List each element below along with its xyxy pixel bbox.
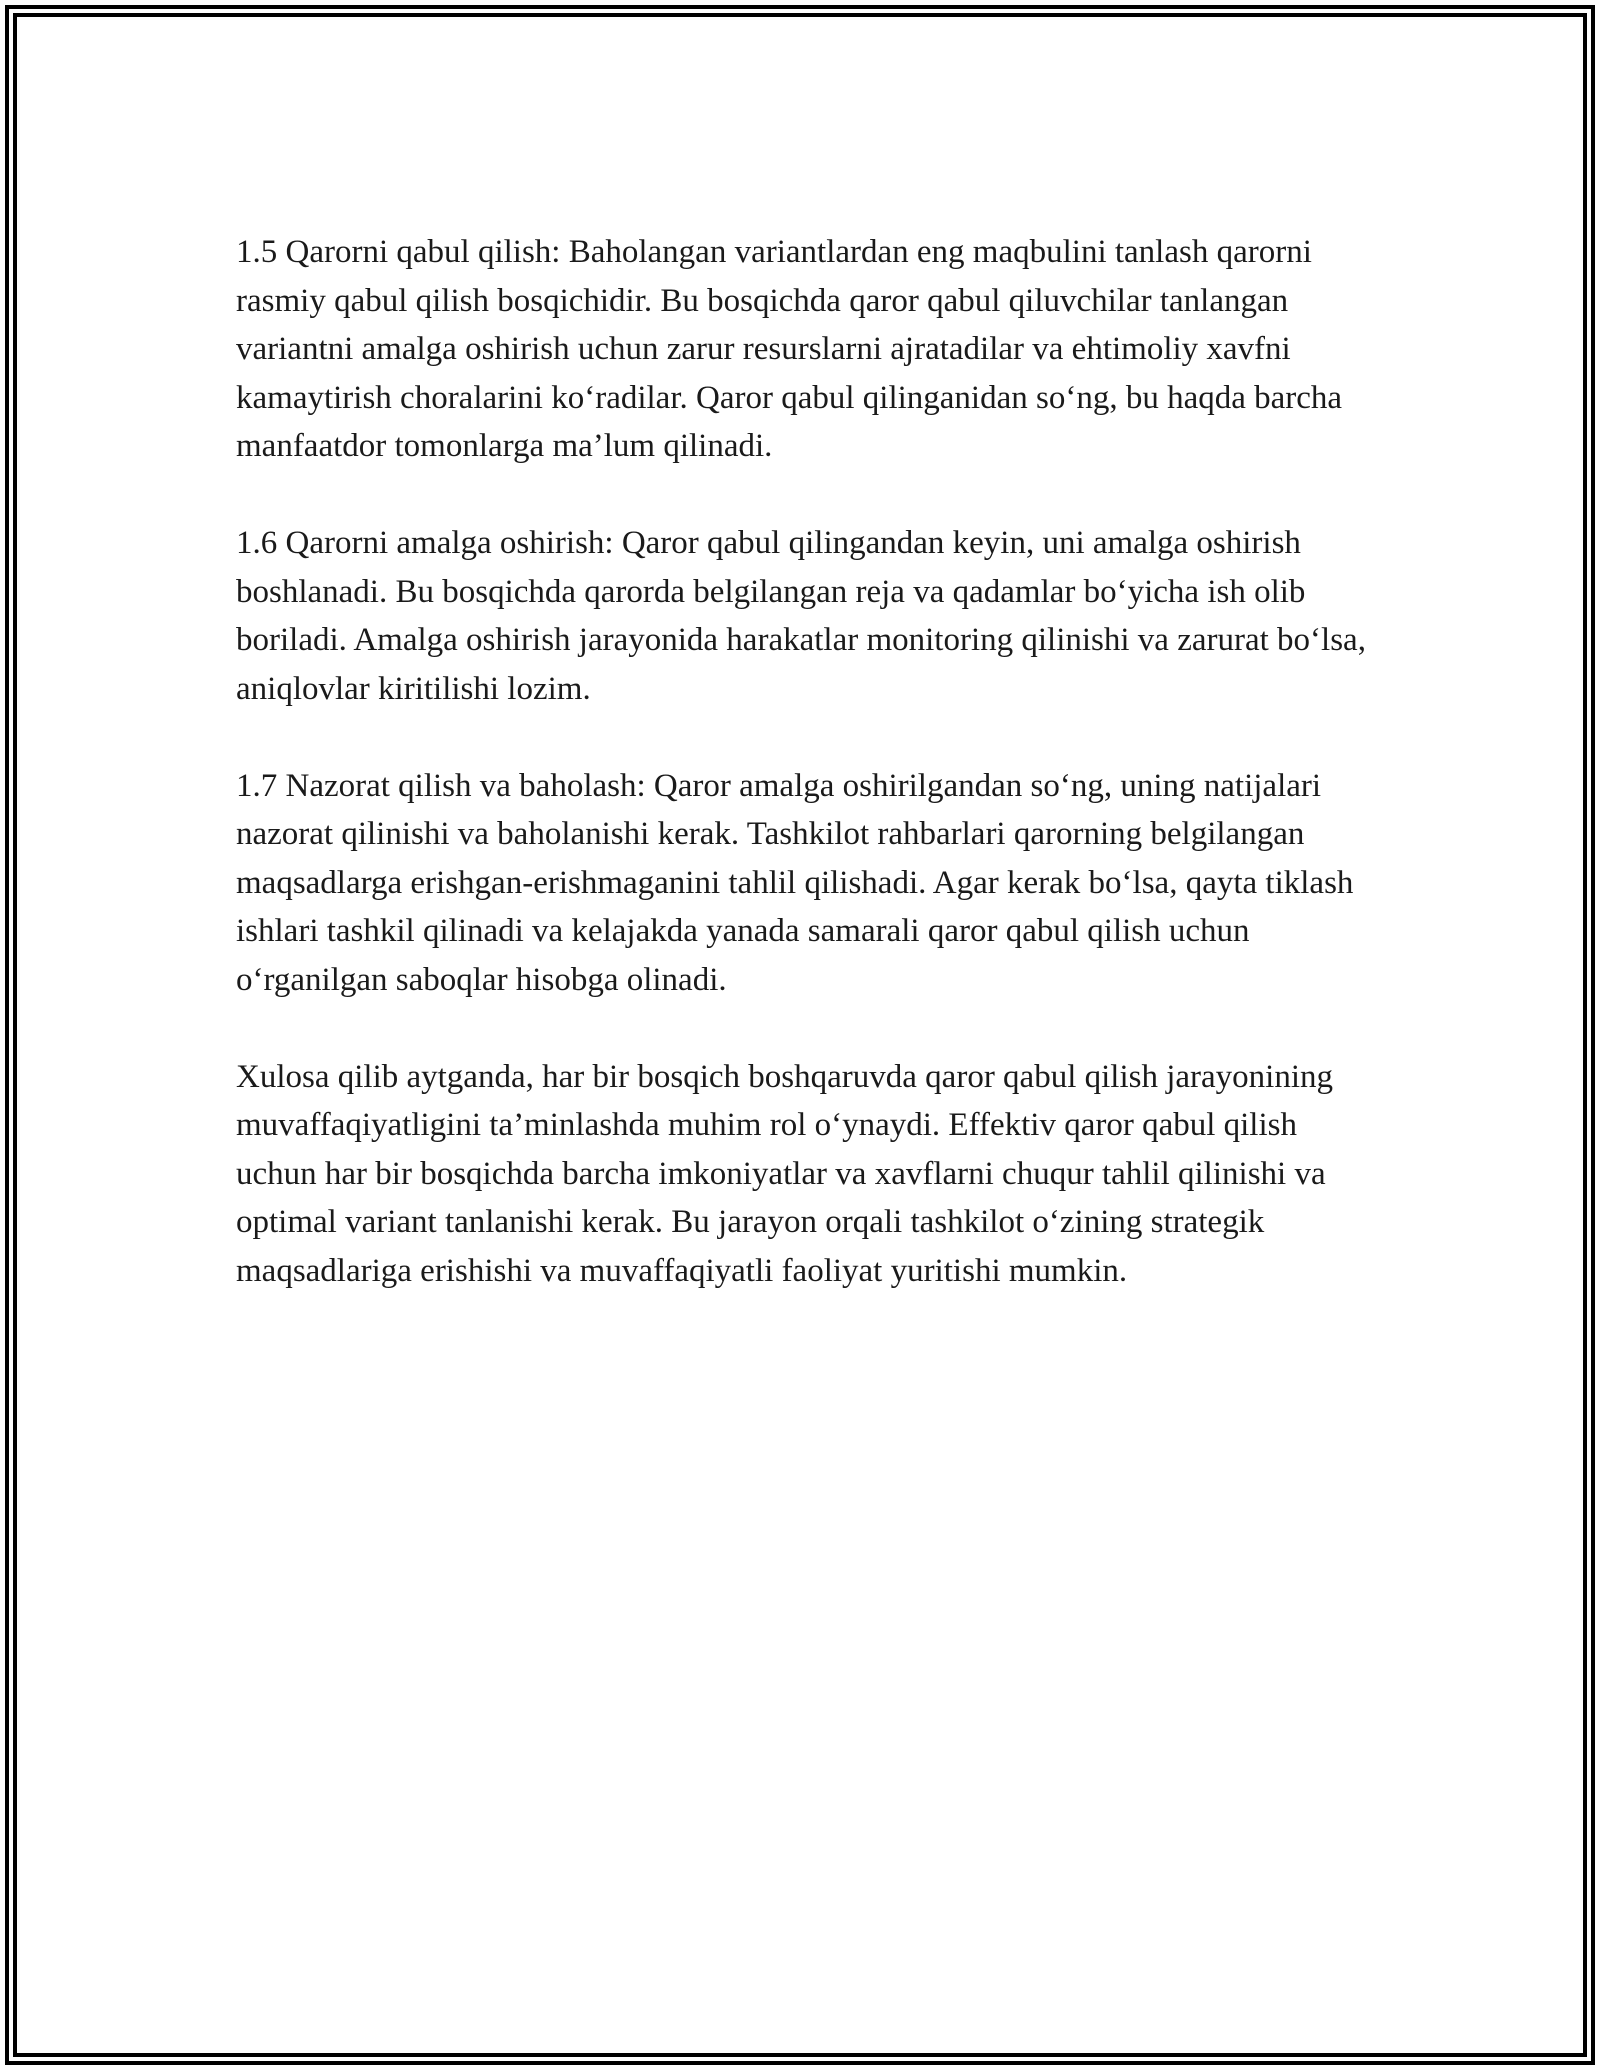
paragraph-control-evaluation: 1.7 Nazorat qilish va baholash: Qaror amalga oshirilgandan so‘ng, uning natijalari nazorat qilinishi va baholanishi kerak. Tashkilot rahbarlari qarorning belgilangan maqsadlarga erishgan-erishmaganini tahlil qilishadi. Agar kerak bo‘lsa, qayta tiklash ishlari tashkil qilinadi va kelajakda yanada samarali qaror qabul qilish uchun o‘rganilgan saboqlar hisobga olinadi.: [236, 767, 1354, 998]
document-body: [236, 228, 1366, 1344]
paragraph-conclusion: Xulosa qilib aytganda, har bir bosqich boshqaruvda qaror qabul qilish jarayonining muvaffaqiyatligini ta’minlashda muhim rol o‘ynaydi. Effektiv qaror qabul qilish uchun har bir bosqichda barcha imkoniyatlar va xavflarni chuqur tahlil qilinishi va optimal variant tanlanishi kerak. Bu jarayon orqali tashkilot o‘zining strategik maqsadlariga erishishi va muvaffaqiyatli faoliyat yuritishi mumkin.: [236, 1058, 1334, 1289]
paragraph-decision-making: 1.5 Qarorni qabul qilish: Baholangan variantlardan eng maqbulini tanlash qarorni rasmiy qabul qilish bosqichidir. Bu bosqichda qaror qabul qiluvchilar tanlangan variantni amalga oshirish uchun zarur resurslarni ajratadilar va ehtimoliy xavfni kamaytirish choralarini ko‘radilar. Qaror qabul qilinganidan so‘ng, bu haqda barcha manfaatdor tomonlarga ma’lum qilinadi.: [236, 234, 1343, 464]
paragraph-implementation: 1.6 Qarorni amalga oshirish: Qaror qabul qilingandan keyin, uni amalga oshirish boshlanadi. Bu bosqichda qarorda belgilangan reja va qadamlar bo‘yicha ish olib boriladi. Amalga oshirish jarayonida harakatlar monitoring qilinishi va zarurat bo‘lsa, aniqlovlar kiritilishi lozim.: [236, 525, 1366, 707]
